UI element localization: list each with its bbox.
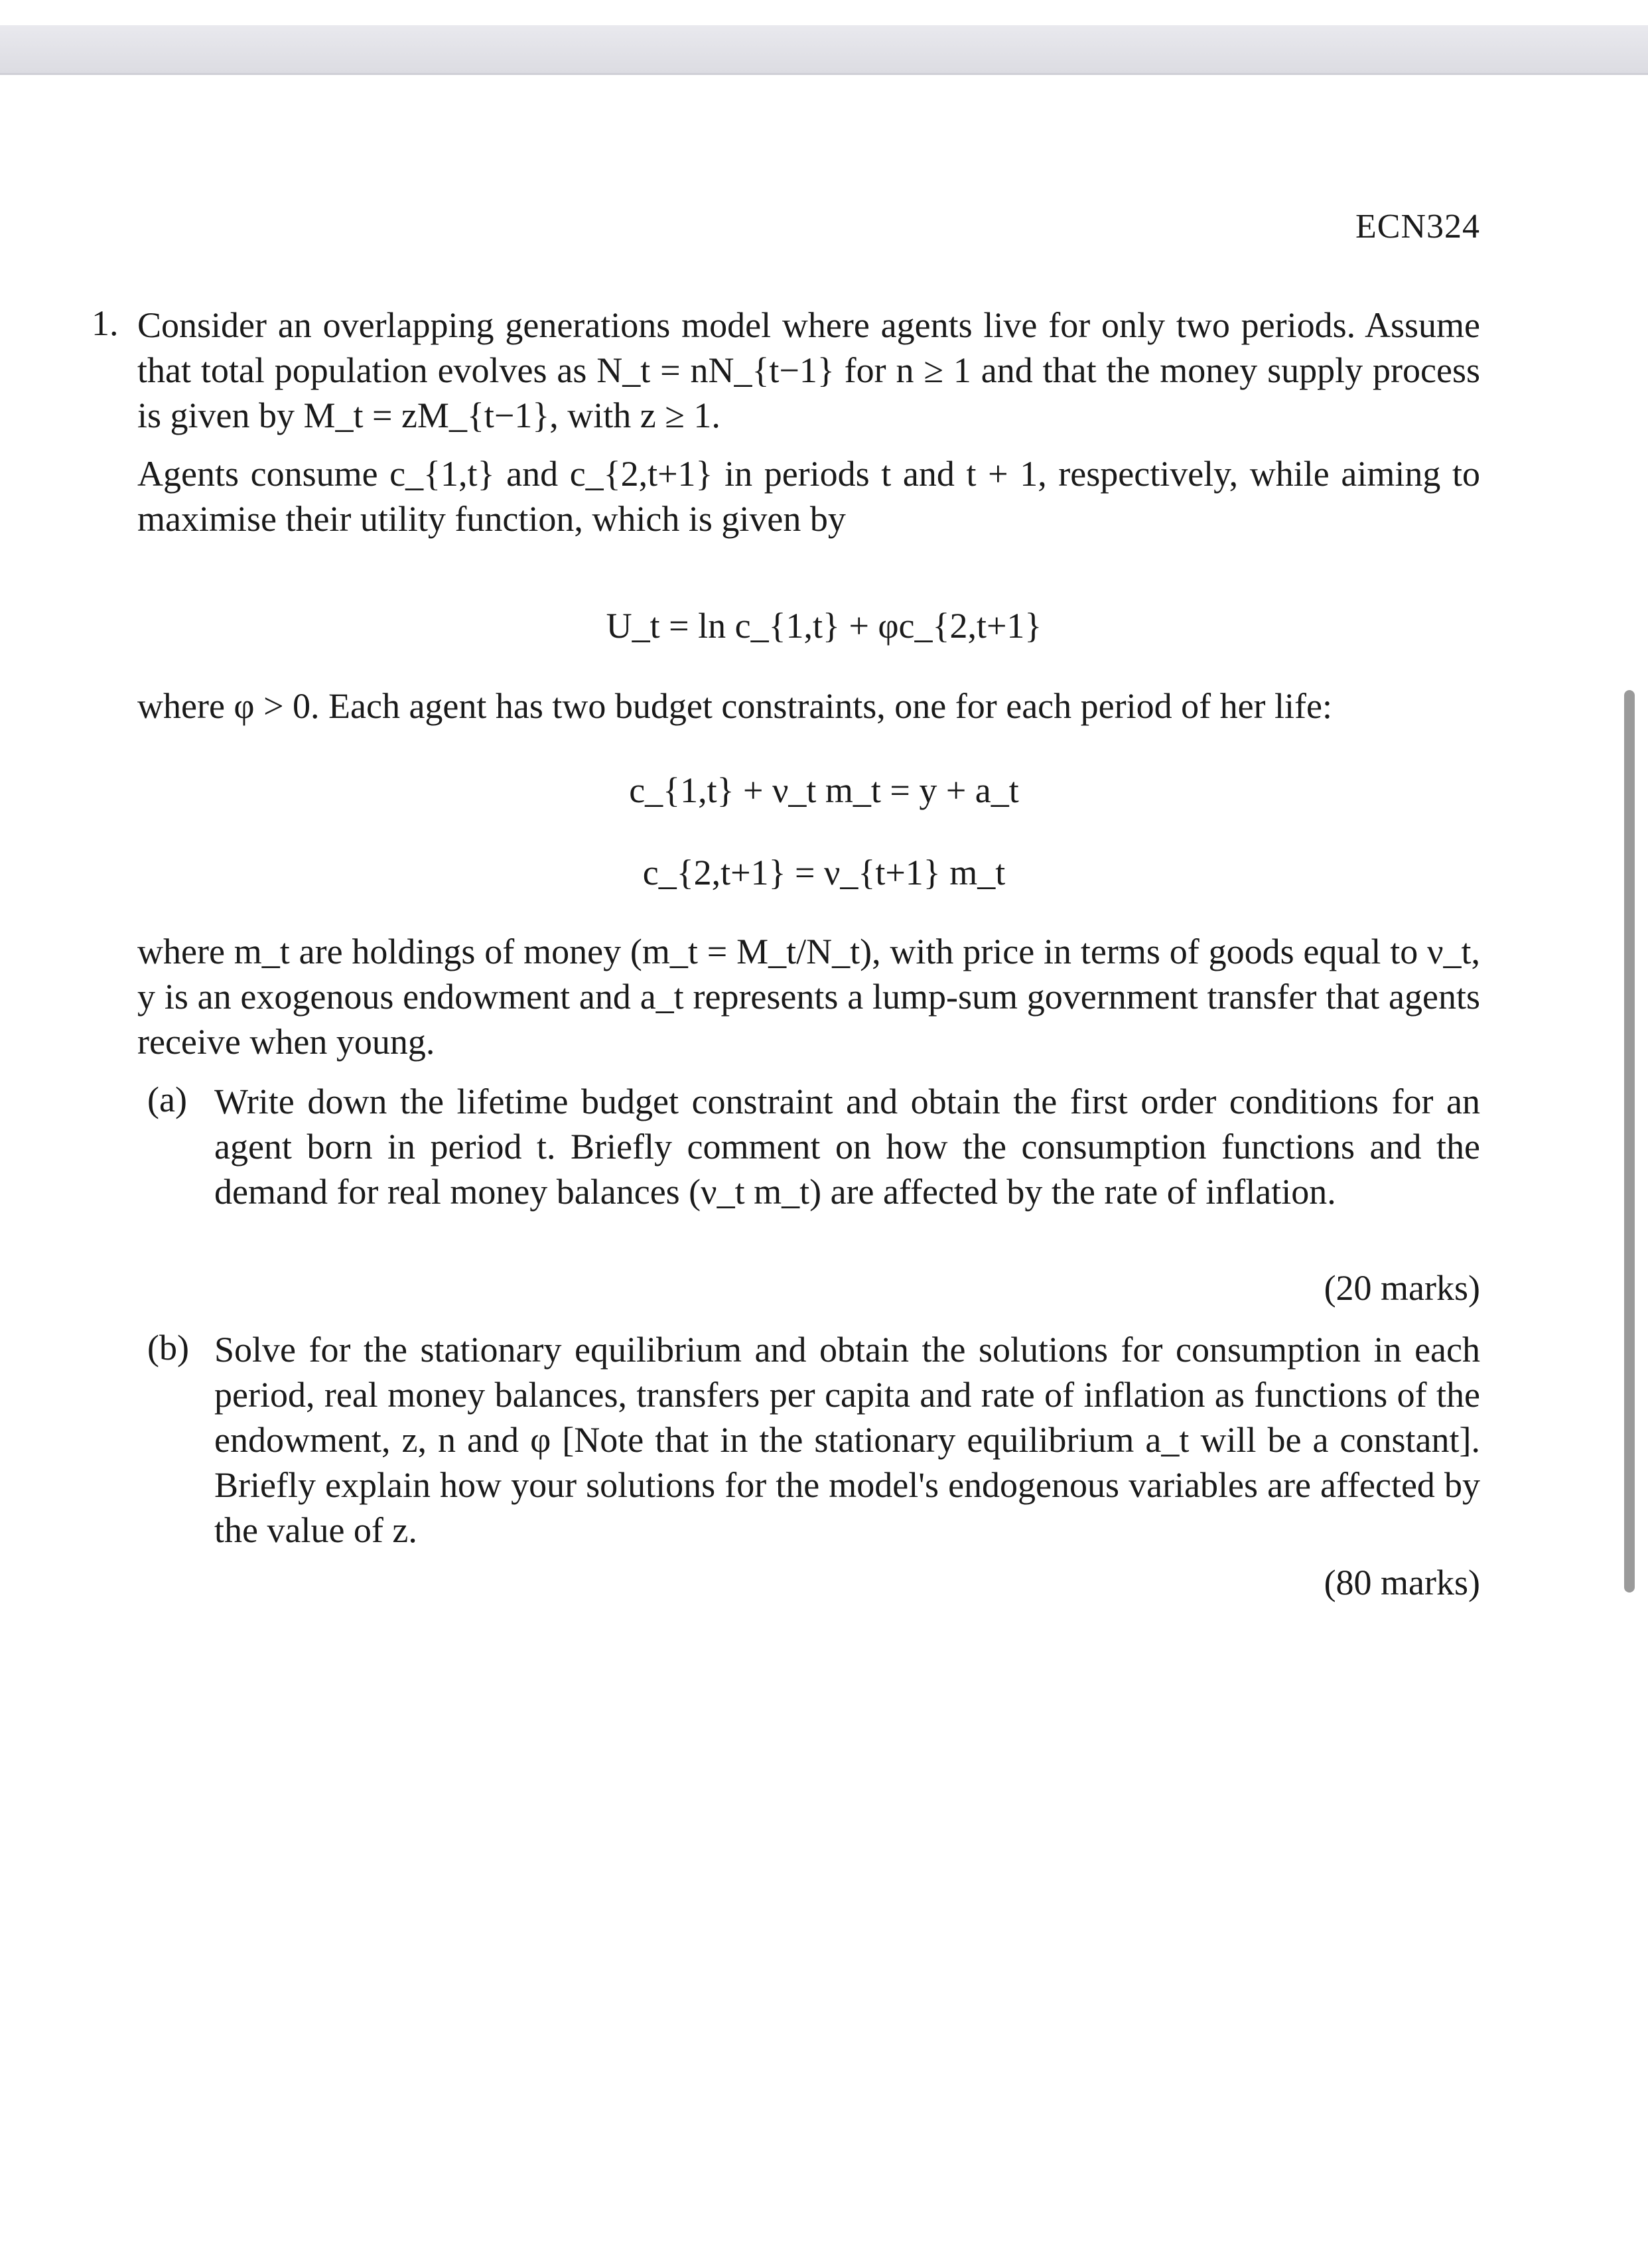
definitions-text: where m_t are holdings of money (m_t = M_t/N_t), with price in terms of goods equal to ν_t, y is an exogenous endowment and a_t represents a lump-sum government transfer that agents receive when young. [137,932,1480,1062]
part-b-text: Solve for the stationary equilibrium and obtain the solutions for consumption in each period, real money balances, transfers per capita and rate of inflation as functions of the endowment, z, n and φ [Note that in the stationary equilibrium a_t will be a constant]. Briefly explain how your solutions for the model's endogenous variables are affected by the value of z. [214,1330,1480,1550]
question-intro-text: Consider an overlapping generations model where agents live for only two periods. Assume that total population evolves as N_t = nN_{t−1} for n ≥ 1 and that the money supply process is given by M_t = zM_{t−1}, with z ≥ 1. [137,305,1480,435]
budget-equation-young: c_{1,t} + ν_t m_t = y + a_t [629,770,1019,810]
course-code: ECN324 [1355,208,1480,246]
part-b-label: (b) [147,1328,189,1368]
part-a-text: Write down the lifetime budget constraint and obtain the first order conditions for an agent born in period t. Briefly comment on how the consumption functions and the demand for real money balances (ν_t m_t) are affected by the rate of inflation. [214,1082,1480,1212]
utility-intro-text: Agents consume c_{1,t} and c_{2,t+1} in periods t and t + 1, respectively, while aiming to maximise their utility function, which is given by [137,454,1480,539]
utility-intro [137,451,1480,541]
part-b-marks: (80 marks) [1324,1563,1480,1602]
utility-equation: U_t = ln c_{1,t} + φc_{2,t+1} [606,606,1042,646]
part-a-marks: (20 marks) [1324,1268,1480,1308]
part-a-label: (a) [147,1080,187,1119]
budget-intro-text: where φ > 0. Each agent has two budget constraints, one for each period of her life: [137,686,1332,726]
definitions [137,929,1480,1064]
question-number: 1. [92,303,119,343]
budget-intro [137,683,1480,729]
budget-equation-old: c_{2,t+1} = ν_{t+1} m_t [642,853,1006,892]
question-intro [137,303,1480,438]
